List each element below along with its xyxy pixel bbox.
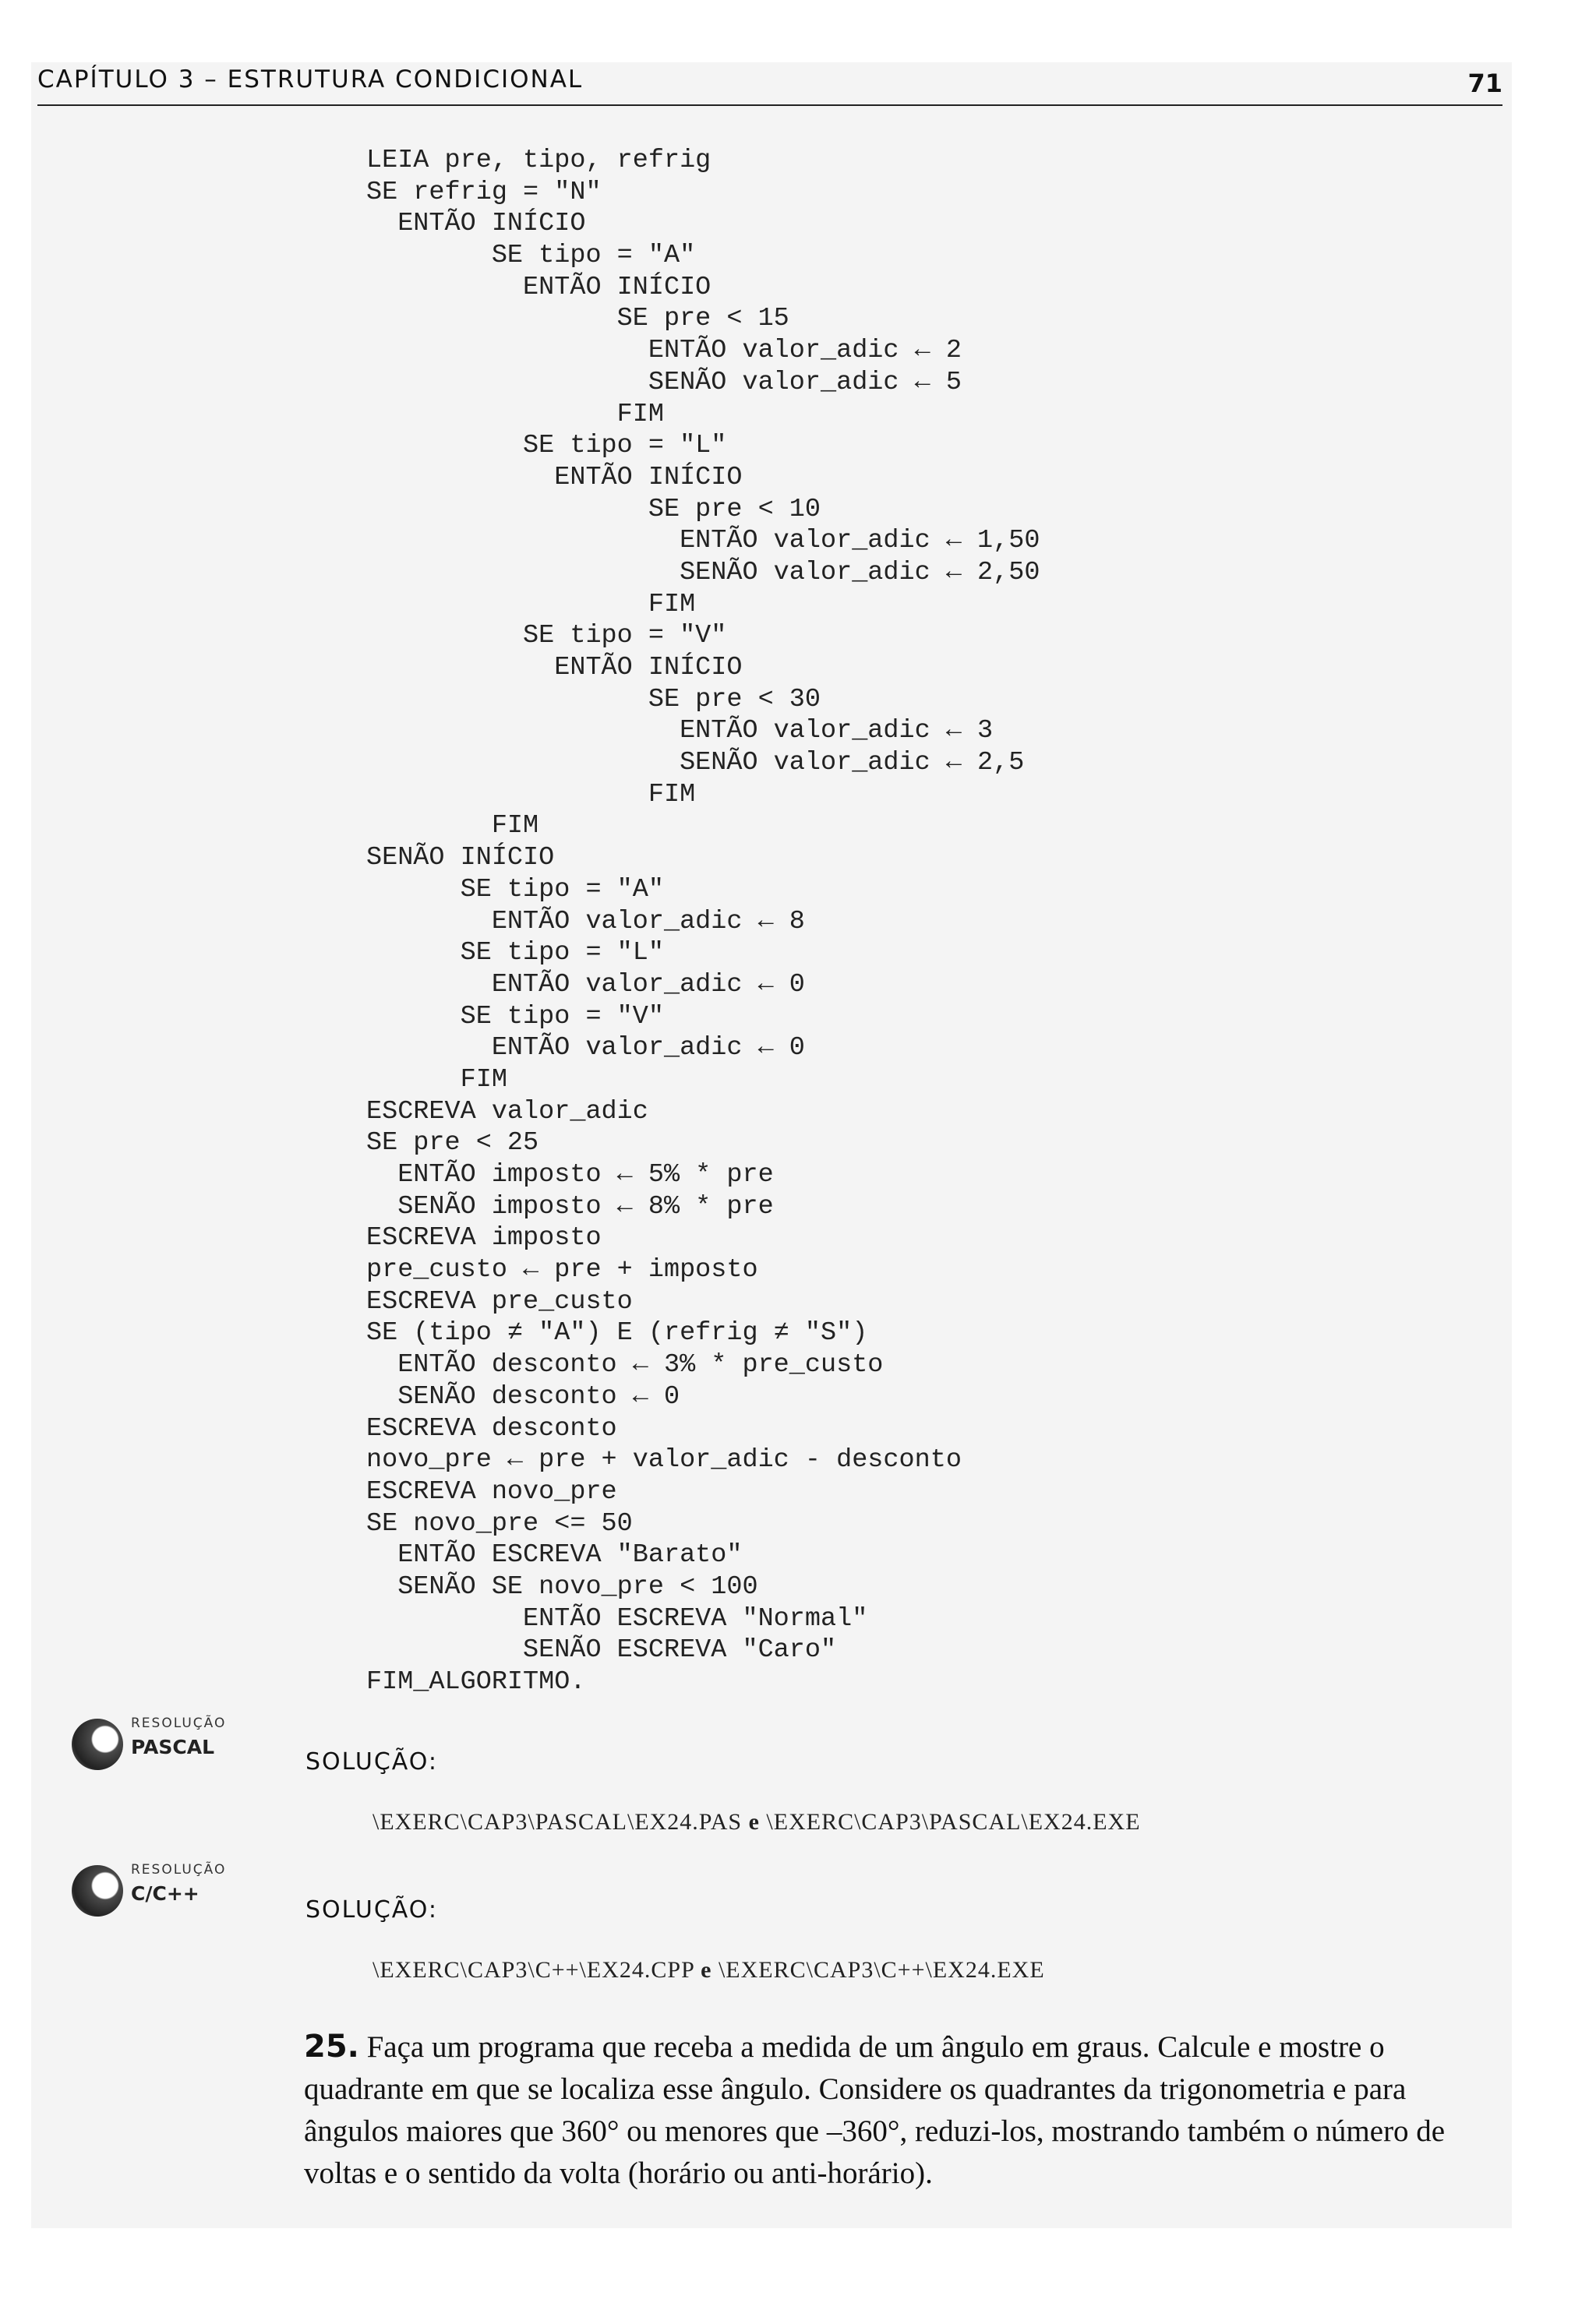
code-line: ESCREVA imposto [366, 1223, 602, 1254]
cpp-solution-label: SOLUÇÃO: [305, 1896, 438, 1924]
code-line: SE tipo = "A" [366, 241, 696, 271]
code-line: FIM_ALGORITMO. [366, 1667, 586, 1697]
page-header [37, 65, 1502, 106]
badge-small-label: RESOLUÇÃO [131, 1862, 227, 1878]
code-line: SE refrig = "N" [366, 177, 602, 207]
resolution-disc-icon [72, 1719, 123, 1770]
page-number: 71 [1467, 69, 1502, 98]
code-line: ENTÃO valor_adic ← 8 [366, 906, 805, 936]
badge-small-label: RESOLUÇÃO [131, 1716, 227, 1731]
code-line: SE pre < 15 [366, 304, 789, 334]
code-line: ENTÃO ESCREVA "Barato" [366, 1540, 743, 1571]
exercise-25 [304, 2026, 1504, 2195]
cpp-solution-paths [373, 1957, 1045, 1984]
pascal-exe-path: \EXERC\CAP3\PASCAL\EX24.EXE [766, 1809, 1141, 1835]
cpp-exe-path: \EXERC\CAP3\C++\EX24.EXE [718, 1957, 1045, 1983]
pascal-resolution-badge [72, 1711, 305, 1781]
code-line: ENTÃO INÍCIO [366, 653, 743, 682]
code-line: FIM [366, 399, 664, 429]
code-line: SENÃO valor_adic ← 2,50 [366, 557, 1040, 587]
code-line: SE tipo = "L" [366, 431, 727, 461]
code-line: SENÃO ESCREVA "Caro" [366, 1635, 837, 1666]
code-line: ESCREVA desconto [366, 1413, 617, 1444]
code-line: ENTÃO INÍCIO [366, 209, 586, 239]
code-line: SE tipo = "V" [366, 1001, 664, 1032]
code-line: ENTÃO valor_adic ← 2 [366, 336, 962, 366]
code-line: pre_custo ← pre + imposto [366, 1255, 758, 1285]
code-line: SE (tipo ≠ "A") E (refrig ≠ "S") [366, 1318, 868, 1349]
code-line: ENTÃO valor_adic ← 0 [366, 1033, 805, 1063]
code-line: SENÃO desconto ← 0 [366, 1381, 680, 1412]
code-line: ENTÃO valor_adic ← 3 [366, 716, 994, 746]
code-line: SE novo_pre <= 50 [366, 1508, 633, 1539]
code-line: FIM [366, 779, 696, 809]
code-line: ESCREVA pre_custo [366, 1286, 633, 1317]
code-line: SENÃO INÍCIO [366, 843, 555, 873]
code-line: ENTÃO desconto ← 3% * pre_custo [366, 1350, 884, 1381]
code-line: SE pre < 30 [366, 684, 821, 714]
code-line: SENÃO valor_adic ← 2,5 [366, 748, 1025, 778]
algorithm-code-block [366, 145, 1040, 1698]
code-line: SENÃO SE novo_pre < 100 [366, 1571, 758, 1602]
code-line: ESCREVA novo_pre [366, 1476, 617, 1507]
code-line: ENTÃO valor_adic ← 0 [366, 969, 805, 1000]
code-line: FIM [366, 811, 539, 841]
code-line: SE tipo = "V" [366, 621, 727, 651]
chapter-title: CAPÍTULO 3 – ESTRUTURA CONDICIONAL [37, 65, 584, 93]
pascal-solution-paths [373, 1809, 1141, 1836]
code-line: ENTÃO INÍCIO [366, 272, 711, 302]
code-line: novo_pre ← pre + valor_adic - desconto [366, 1445, 962, 1476]
code-line: SE pre < 25 [366, 1128, 539, 1158]
badge-language-label: PASCAL [131, 1736, 215, 1758]
code-line: ENTÃO valor_adic ← 1,50 [366, 526, 1040, 556]
cpp-source-path: \EXERC\CAP3\C++\EX24.CPP [373, 1957, 694, 1983]
path-conjunction: e [701, 1957, 712, 1983]
path-conjunction: e [748, 1809, 760, 1835]
code-line: ESCREVA valor_adic [366, 1096, 648, 1127]
code-line: SENÃO valor_adic ← 5 [366, 367, 962, 397]
code-line: ENTÃO imposto ← 5% * pre [366, 1160, 774, 1190]
code-line: LEIA pre, tipo, refrig [366, 146, 711, 175]
pascal-solution-label: SOLUÇÃO: [305, 1748, 438, 1776]
code-line: SENÃO imposto ← 8% * pre [366, 1191, 774, 1222]
code-line: SE pre < 10 [366, 494, 821, 524]
code-line: FIM [366, 1064, 507, 1095]
code-line: ENTÃO ESCREVA "Normal" [366, 1603, 868, 1634]
code-line: SE tipo = "A" [366, 874, 664, 905]
exercise-text: Faça um programa que receba a medida de um ângulo em graus. Calcule e mostre o quadrante em que se localiza esse ângulo. Considere os quadrantes da trigonometria e para ângulos maiores que 360° ou menores que –360°, reduzi-los, mostrando também o número de voltas e o sentido da volta (horário ou anti-horário). [304, 2030, 1446, 2190]
exercise-number: 25. [304, 2029, 359, 2065]
pascal-source-path: \EXERC\CAP3\PASCAL\EX24.PAS [373, 1809, 743, 1835]
code-line: ENTÃO INÍCIO [366, 462, 743, 492]
code-line: FIM [366, 589, 696, 619]
badge-language-label: C/C++ [131, 1882, 200, 1905]
resolution-disc-icon [72, 1865, 123, 1917]
code-line: SE tipo = "L" [366, 938, 664, 968]
cpp-resolution-badge [72, 1857, 305, 1927]
